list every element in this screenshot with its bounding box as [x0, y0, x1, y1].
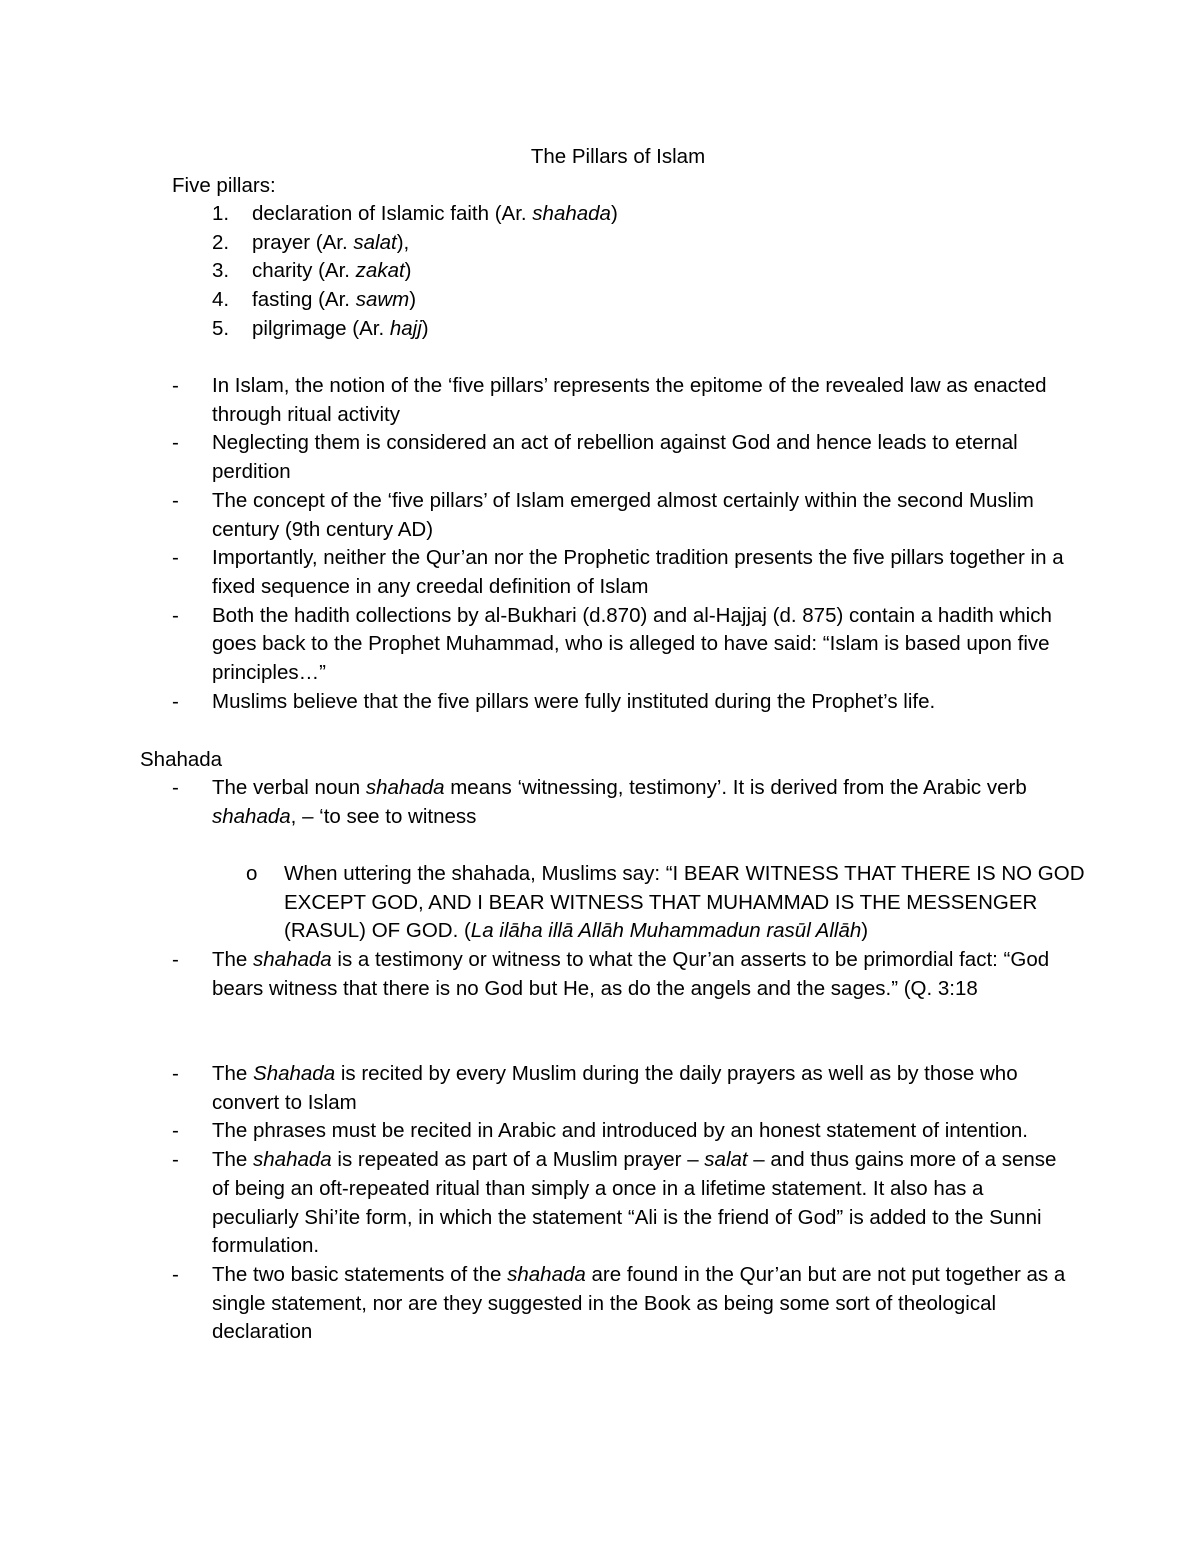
- bullet-text: When uttering the shahada, Muslims say: “I BEAR WITNESS THAT THERE IS NO GOD EXCEPT GOD, AND I BEAR WITNESS THAT MUHAMMAD IS THE MESSENGER (RASUL) OF GOD. (: [284, 862, 1085, 943]
- arabic-term: sawm: [355, 288, 410, 312]
- pillar-text: fasting (Ar.: [252, 288, 356, 312]
- bullet-text: means ‘witnessing, testimony’. It is derived from the Arabic verb: [444, 776, 1027, 799]
- pillar-text-end: ),: [396, 230, 410, 254]
- list-item: [212, 257, 912, 286]
- bullet-text: In Islam, the notion of the ‘five pillars’ represents the epitome of the revealed law as enacted through ritual activity: [212, 374, 1047, 426]
- shahada-bullet-list-3: [172, 1060, 1072, 1347]
- bullet-text: , – ‘to see to witness: [290, 804, 477, 828]
- pillar-text-end: ): [404, 259, 412, 283]
- arabic-term: shahada: [532, 202, 611, 225]
- shahada-bullet-list-2: [172, 946, 1072, 1003]
- arabic-term: shahada: [253, 948, 332, 971]
- dash-bullet: -: [172, 603, 179, 627]
- list-number: 4.: [212, 288, 230, 312]
- five-pillars-list: [212, 200, 912, 344]
- bullet-text: The: [212, 1148, 254, 1172]
- bullet-text: ): [861, 919, 869, 943]
- pillar-text-end: ): [409, 288, 417, 312]
- dash-bullet: -: [172, 546, 179, 570]
- bullet-text: The: [212, 948, 254, 971]
- dash-bullet: -: [172, 374, 179, 397]
- bullet-text: The concept of the ‘five pillars’ of Islam emerged almost certainly within the second Muslim century (9th century AD): [212, 488, 1034, 541]
- list-item: [172, 372, 1072, 429]
- shahada-bullet-list-1: [172, 774, 1072, 831]
- dash-bullet: -: [172, 431, 179, 455]
- dash-bullet: -: [172, 948, 179, 971]
- list-item: [172, 946, 1072, 1003]
- list-number: 2.: [212, 230, 230, 254]
- list-item: [212, 286, 912, 315]
- dash-bullet: -: [172, 1148, 179, 1172]
- list-item: [212, 200, 912, 229]
- dash-bullet: -: [172, 689, 179, 713]
- intro-bullet-list: [172, 372, 1072, 716]
- pillar-text: charity (Ar.: [252, 259, 356, 283]
- list-number: 3.: [212, 259, 230, 283]
- bullet-text: – and thus gains more of a sense of being an oft-repeated ritual than simply a once in a lifetime statement. It also has a peculiarly Shi’ite form, in which the statement “Ali is the friend of God” is added to the Sunni formulation.: [212, 1148, 1057, 1258]
- dash-bullet: -: [172, 488, 179, 512]
- bullet-text: are found in the Qur’an but are not put together as a single statement, nor are they suggested in the Book as being some sort of theological declaration: [212, 1262, 1066, 1344]
- list-item: [172, 487, 1072, 544]
- list-item: [172, 688, 1072, 717]
- bullet-text: Muslims believe that the five pillars were fully instituted during the Prophet’s life.: [212, 689, 936, 713]
- bullet-text: Neglecting them is considered an act of rebellion against God and hence leads to eternal perdition: [212, 431, 1018, 484]
- list-item: [172, 1117, 1072, 1146]
- arabic-term: shahada: [507, 1262, 586, 1286]
- dash-bullet: -: [172, 1119, 179, 1143]
- dash-bullet: -: [172, 776, 179, 799]
- bullet-text: Importantly, neither the Qur’an nor the Prophetic tradition presents the five pillars together in a fixed sequence in any creedal definition of Islam: [212, 546, 1064, 598]
- pillar-text-end: ): [421, 316, 429, 340]
- arabic-term: shahada: [253, 1148, 332, 1172]
- document-title: The Pillars of Islam: [530, 145, 706, 168]
- bullet-text: The verbal noun: [212, 776, 366, 799]
- bullet-text: The: [212, 1062, 254, 1085]
- pillar-text: declaration of Islamic faith (Ar.: [252, 202, 533, 225]
- five-pillars-heading: Five pillars:: [172, 174, 276, 197]
- list-item: [172, 602, 1072, 688]
- dash-bullet: -: [172, 1062, 179, 1085]
- list-item: [246, 860, 1086, 946]
- list-item: [172, 1060, 1072, 1117]
- circle-bullet: o: [246, 862, 258, 885]
- bullet-text: The phrases must be recited in Arabic and introduced by an honest statement of intention.: [212, 1119, 1028, 1143]
- list-item: [172, 544, 1072, 601]
- arabic-term: salat: [353, 230, 397, 254]
- bullet-text: is recited by every Muslim during the daily prayers as well as by those who convert to Islam: [212, 1062, 1018, 1114]
- pillar-text-end: ): [610, 202, 618, 225]
- bullet-text: Both the hadith collections by al-Bukhari (d.870) and al-Hajjaj (d. 875) contain a hadith which goes back to the Prophet Muhammad, who is alleged to have said: “Islam is based upon five principles…”: [212, 603, 1052, 685]
- bullet-text: The two basic statements of the: [212, 1262, 508, 1286]
- list-item: [212, 315, 912, 344]
- arabic-term: shahada: [365, 776, 445, 799]
- list-item: [212, 229, 912, 258]
- arabic-term: Shahada: [253, 1062, 336, 1085]
- shahada-heading: Shahada: [140, 748, 223, 771]
- arabic-term: zakat: [355, 259, 405, 283]
- arabic-term: shahada: [212, 804, 291, 828]
- arabic-term: hajj: [389, 316, 422, 340]
- list-number: 5.: [212, 316, 230, 340]
- list-item: [172, 1261, 1072, 1347]
- list-item: [172, 774, 1072, 831]
- dash-bullet: -: [172, 1262, 179, 1286]
- shahada-sub-list: [246, 860, 1086, 946]
- list-item: [172, 429, 1072, 486]
- bullet-text: is a testimony or witness to what the Qur’an asserts to be primordial fact: “God bears witness that there is no God but He, as do the angels and the sages.” (Q. 3:18: [212, 948, 1050, 1000]
- arabic-term: salat: [704, 1148, 748, 1172]
- bullet-text: is repeated as part of a Muslim prayer –: [331, 1148, 705, 1172]
- pillar-text: pilgrimage (Ar.: [252, 316, 390, 340]
- pillar-text: prayer (Ar.: [252, 230, 354, 254]
- list-number: 1.: [212, 202, 230, 225]
- list-item: [172, 1146, 1072, 1261]
- transliteration: La ilāha illā Allāh Muhammadun rasūl Allāh: [470, 919, 862, 943]
